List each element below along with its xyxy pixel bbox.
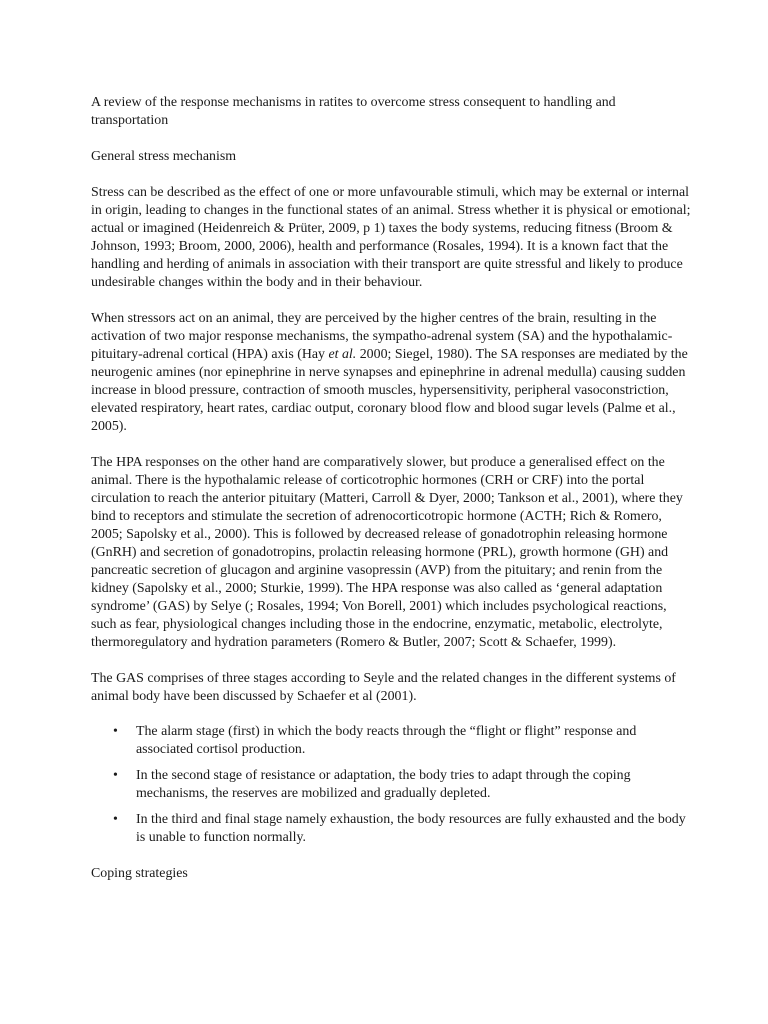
paragraph-text: When stressors act on an animal, they are perceived by the higher centres of the brain, resulting in the activation of two major response mechanisms, the sympatho-adrenal system (SA) and the hypothalamic-pituitary-adrenal cortical (HPA) axis (Hay: [91, 311, 673, 362]
document-title: A review of the response mechanisms in ratites to overcome stress consequent to handling and transportation: [91, 95, 616, 128]
bullet-icon: •: [113, 812, 118, 827]
paragraph-stress-definition: Stress can be described as the effect of one or more unfavourable stimuli, which may be external or internal in origin, leading to changes in the functional states of an animal. Stress whether it is physical or emotional; actual or imagined (Heidenreich & Prüter, 2009, p 1) taxes the body systems, reducing fitness (Broom & Johnson, 1993; Broom, 2000, 2006), health and performance (Rosales, 1994). It is a known fact that the handling and herding of animals in association with their transport are quite stressful and likely to produce undesirable changes within the body and in their behaviour.: [91, 185, 691, 290]
list-item: [91, 811, 691, 847]
bullet-icon: •: [113, 768, 118, 783]
bullet-icon: •: [113, 724, 118, 739]
paragraph-stressor-response: [91, 310, 691, 436]
list-item-text: In the third and final stage namely exhaustion, the body resources are fully exhausted and the body is unable to function normally.: [136, 812, 686, 845]
paragraph-hpa-response: The HPA responses on the other hand are comparatively slower, but produce a generalised effect on the animal. There is the hypothalamic release of corticotrophic hormones (CRH or CRF) into the portal circulation to reach the anterior pituitary (Matteri, Carroll & Dyer, 2000; Tankson et al., 2001), where they bind to receptors and stimulate the secretion of adrenocorticotropic hormone (ACTH; Rich & Romero, 2005; Sapolsky et al., 2000). This is followed by decreased release of gonadotrophin releasing hormone (GnRH) and secretion of gonadotropins, prolactin releasing hormone (PRL), growth hormone (GH) and pancreatic secretion of glucagon and arginine vasopressin (AVP) from the pituitary; and renin from the kidney (Sapolsky et al., 2000; Sturkie, 1999). The HPA response was also called as ‘general adaptation syndrome’ (GAS) by Selye (; Rosales, 1994; Von Borell, 2001) which includes psychological reactions, such as fear, physiological changes including those in the endocrine, enzymatic, metabolic, electrolyte, thermoregulatory and hydration parameters (Romero & Butler, 2007; Scott & Schaefer, 1999).: [91, 455, 683, 650]
gas-stage-list: [91, 723, 691, 847]
list-item: [91, 723, 691, 759]
list-item: [91, 767, 691, 803]
document-page: [91, 94, 691, 883]
paragraph-gas-stages: The GAS comprises of three stages according to Seyle and the related changes in the different systems of animal body have been discussed by Schaefer et al (2001).: [91, 671, 676, 704]
section-heading-coping-strategies: Coping strategies: [91, 866, 188, 881]
section-heading-general-stress: General stress mechanism: [91, 149, 237, 164]
paragraph-text: 2000; Siegel, 1980). The SA responses are mediated by the neurogenic amines (nor epinephrine in nerve synapses and epinephrine in adrenal medulla) causing sudden increase in blood pressure, contraction of smooth muscles, hypersensitivity, peripheral vasoconstriction, elevated respiratory, heart rates, cardiac output, coronary blood flow and blood sugar levels (Palme et al., 2005).: [91, 347, 688, 434]
list-item-text: The alarm stage (first) in which the body reacts through the “flight or flight” response and associated cortisol production.: [136, 724, 637, 757]
italic-citation: et al.: [328, 347, 357, 362]
list-item-text: In the second stage of resistance or adaptation, the body tries to adapt through the coping mechanisms, the reserves are mobilized and gradually depleted.: [136, 768, 631, 801]
